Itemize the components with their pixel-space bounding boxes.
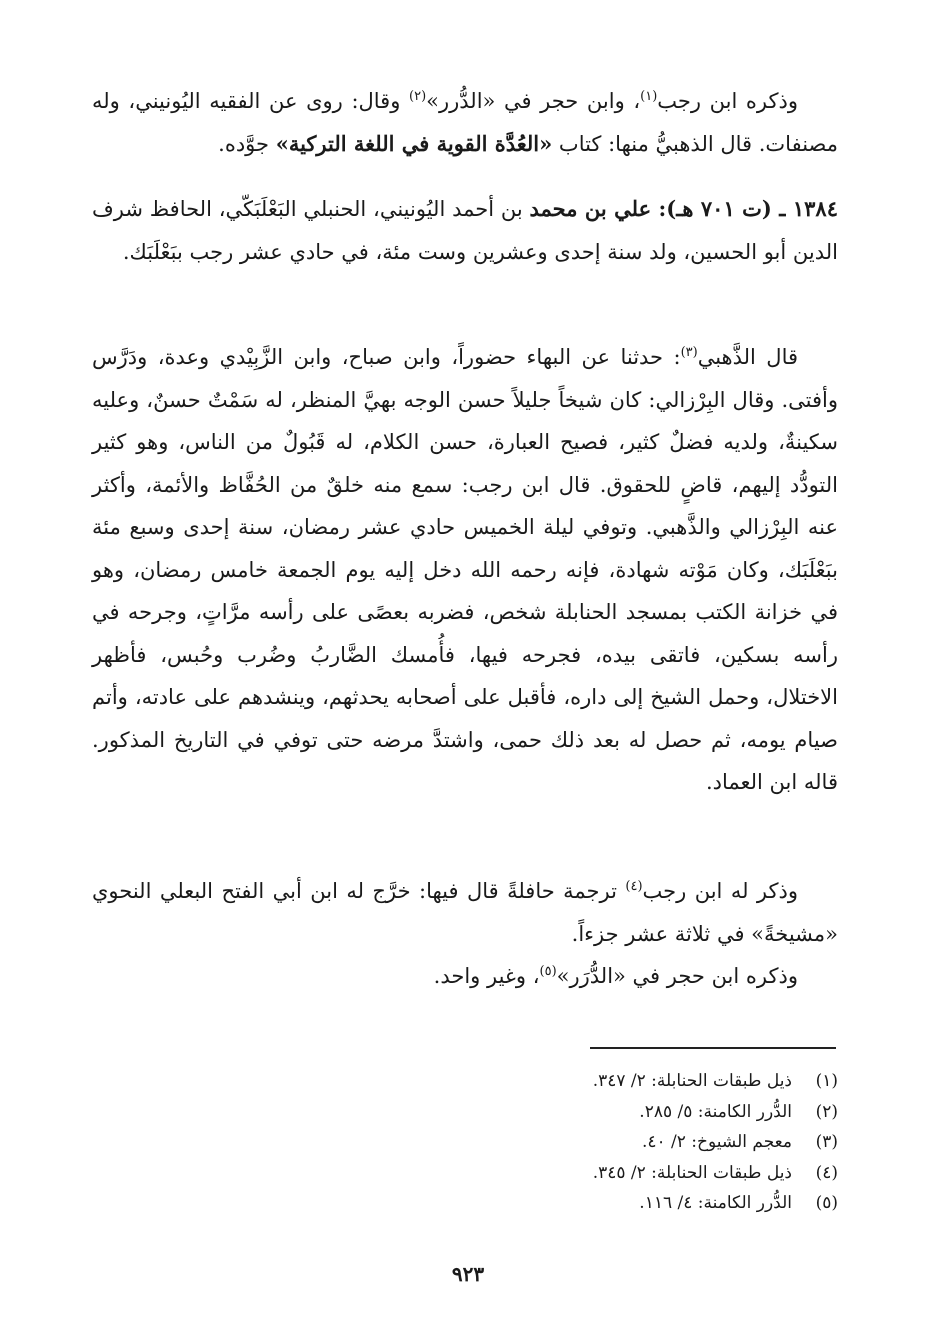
paragraph-4 xyxy=(92,870,838,955)
footnote-text: ذيل طبقات الحنابلة: ٢/ ٣٤٥. xyxy=(592,1162,792,1183)
footnote-divider xyxy=(590,1047,836,1049)
footnote-item xyxy=(438,1097,838,1128)
biography-entry xyxy=(92,188,838,273)
p1-text-a: وذكره ابن رجب xyxy=(657,89,799,113)
footnote-text: الدُّرر الكامنة: ٥/ ٢٨٥. xyxy=(639,1101,792,1122)
footnote-number: (٤) xyxy=(815,1162,838,1183)
footnote-item xyxy=(438,1127,838,1158)
paragraph-3 xyxy=(92,336,838,804)
p3-text-b: : حدثنا عن البهاء حضوراً، وابن صباح، وابن الزَّبِيْدي وعدة، ودَرَّس وأفتى. وقال البِرْزالي: كان شيخاً جليلاً حسن الوجه بهيَّ المنظر، له سَمْتٌ حسنٌ، وعليه سكينةٌ، ولديه فضلٌ كثير، فصيح العبارة، حسن الكلام، له قَبُولٌ من الناس، وهو كثير التودُّد إليهم، قاضٍ للحقوق. قال ابن رجب: سمع منه خلقٌ من الحُفَّاظ والأئمة، وأكثر عنه البِرْزالي والذَّهبي. وتوفي ليلة الخميس حادي عشر رمضان، سنة إحدى وسبع مئة ببَعْلَبَك، وكان مَوْته شهادة، فإنه رحمه الله دخل إليه يوم الجمعة خامس رمضان، وهو في خزانة الكتب بمسجد الحنابلة شخص، فضربه بعصًى على رأسه مرَّاتٍ، وجرحه في رأسه بسكين، فاتقى بيده، فجرحه فيها، فأُمسك الضَّاربُ وضُرب وحُبس، فأظهر الاختلال، وحمل الشيخ إلى داره، فأقبل على أصحابه يحدثهم، وينشدهم على عادته، وأتم صيام يومه، ثم حصل له بعد ذلك حمى، واشتدَّ مرضه حتى توفي في التاريخ المذكور. قاله ابن العماد. xyxy=(92,345,838,794)
paragraph-5 xyxy=(92,955,838,998)
footnote-ref-3: (٣) xyxy=(680,345,698,360)
footnote-item xyxy=(438,1188,838,1219)
footnotes xyxy=(438,1066,838,1219)
p3-text-a: قال الذَّهبي xyxy=(697,345,799,369)
p1-text-d: جوَّده. xyxy=(218,131,276,156)
entry-text: بن أحمد اليُونيني، الحنبلي البَعْلَبَكّي، الحافظ شرف الدين أبو الحسين، ولد سنة إحدى وعشرين وست مئة، في حادي عشر رجب ببَعْلَبَك. xyxy=(92,197,838,264)
p1-text-c: وقال: روى عن الفقيه اليُونيني، وله مصنفات. قال الذهبيُّ منها: كتاب xyxy=(92,89,838,156)
p5-text-a: وذكره ابن حجر في «الدُّرَر» xyxy=(556,964,798,988)
footnote-ref-4: (٤) xyxy=(625,879,643,894)
footnote-ref-1: (١) xyxy=(640,89,658,104)
p1-text-b: ، وابن حجر في «الدُّرر» xyxy=(426,89,641,113)
footnote-text: ذيل طبقات الحنابلة: ٢/ ٣٤٧. xyxy=(592,1071,792,1091)
footnote-item xyxy=(438,1158,838,1189)
p4-text-a: وذكر له ابن رجب xyxy=(642,879,798,903)
p5-text-b: ، وغير واحد. xyxy=(433,964,540,988)
footnote-number: (٥) xyxy=(815,1193,838,1213)
p4-text-b: ترجمة حافلةً قال فيها: خرَّج له ابن أبي الفتح البعلي النحوي «مشيخةً» في ثلاثة عشر جزءاً. xyxy=(92,879,838,946)
footnote-number: (١) xyxy=(815,1071,838,1091)
book-title: «العُدَّة القوية في اللغة التركية» xyxy=(275,130,553,156)
footnote-number: (٣) xyxy=(815,1132,838,1152)
page-number: ٩٢٣ xyxy=(451,1262,485,1286)
footnote-ref-2: (٢) xyxy=(409,89,427,104)
paragraph-1 xyxy=(92,80,838,165)
footnote-text: معجم الشيوخ: ٢/ ٤٠. xyxy=(641,1132,792,1152)
footnote-number: (٢) xyxy=(815,1101,838,1122)
entry-heading: ١٣٨٤ ـ (ت ٧٠١ هـ): علي بن محمد xyxy=(529,196,838,221)
footnote-ref-5: (٥) xyxy=(539,964,557,979)
footnote-text: الدُّرر الكامنة: ٤/ ١١٦. xyxy=(639,1193,792,1213)
footnote-item xyxy=(438,1066,838,1097)
